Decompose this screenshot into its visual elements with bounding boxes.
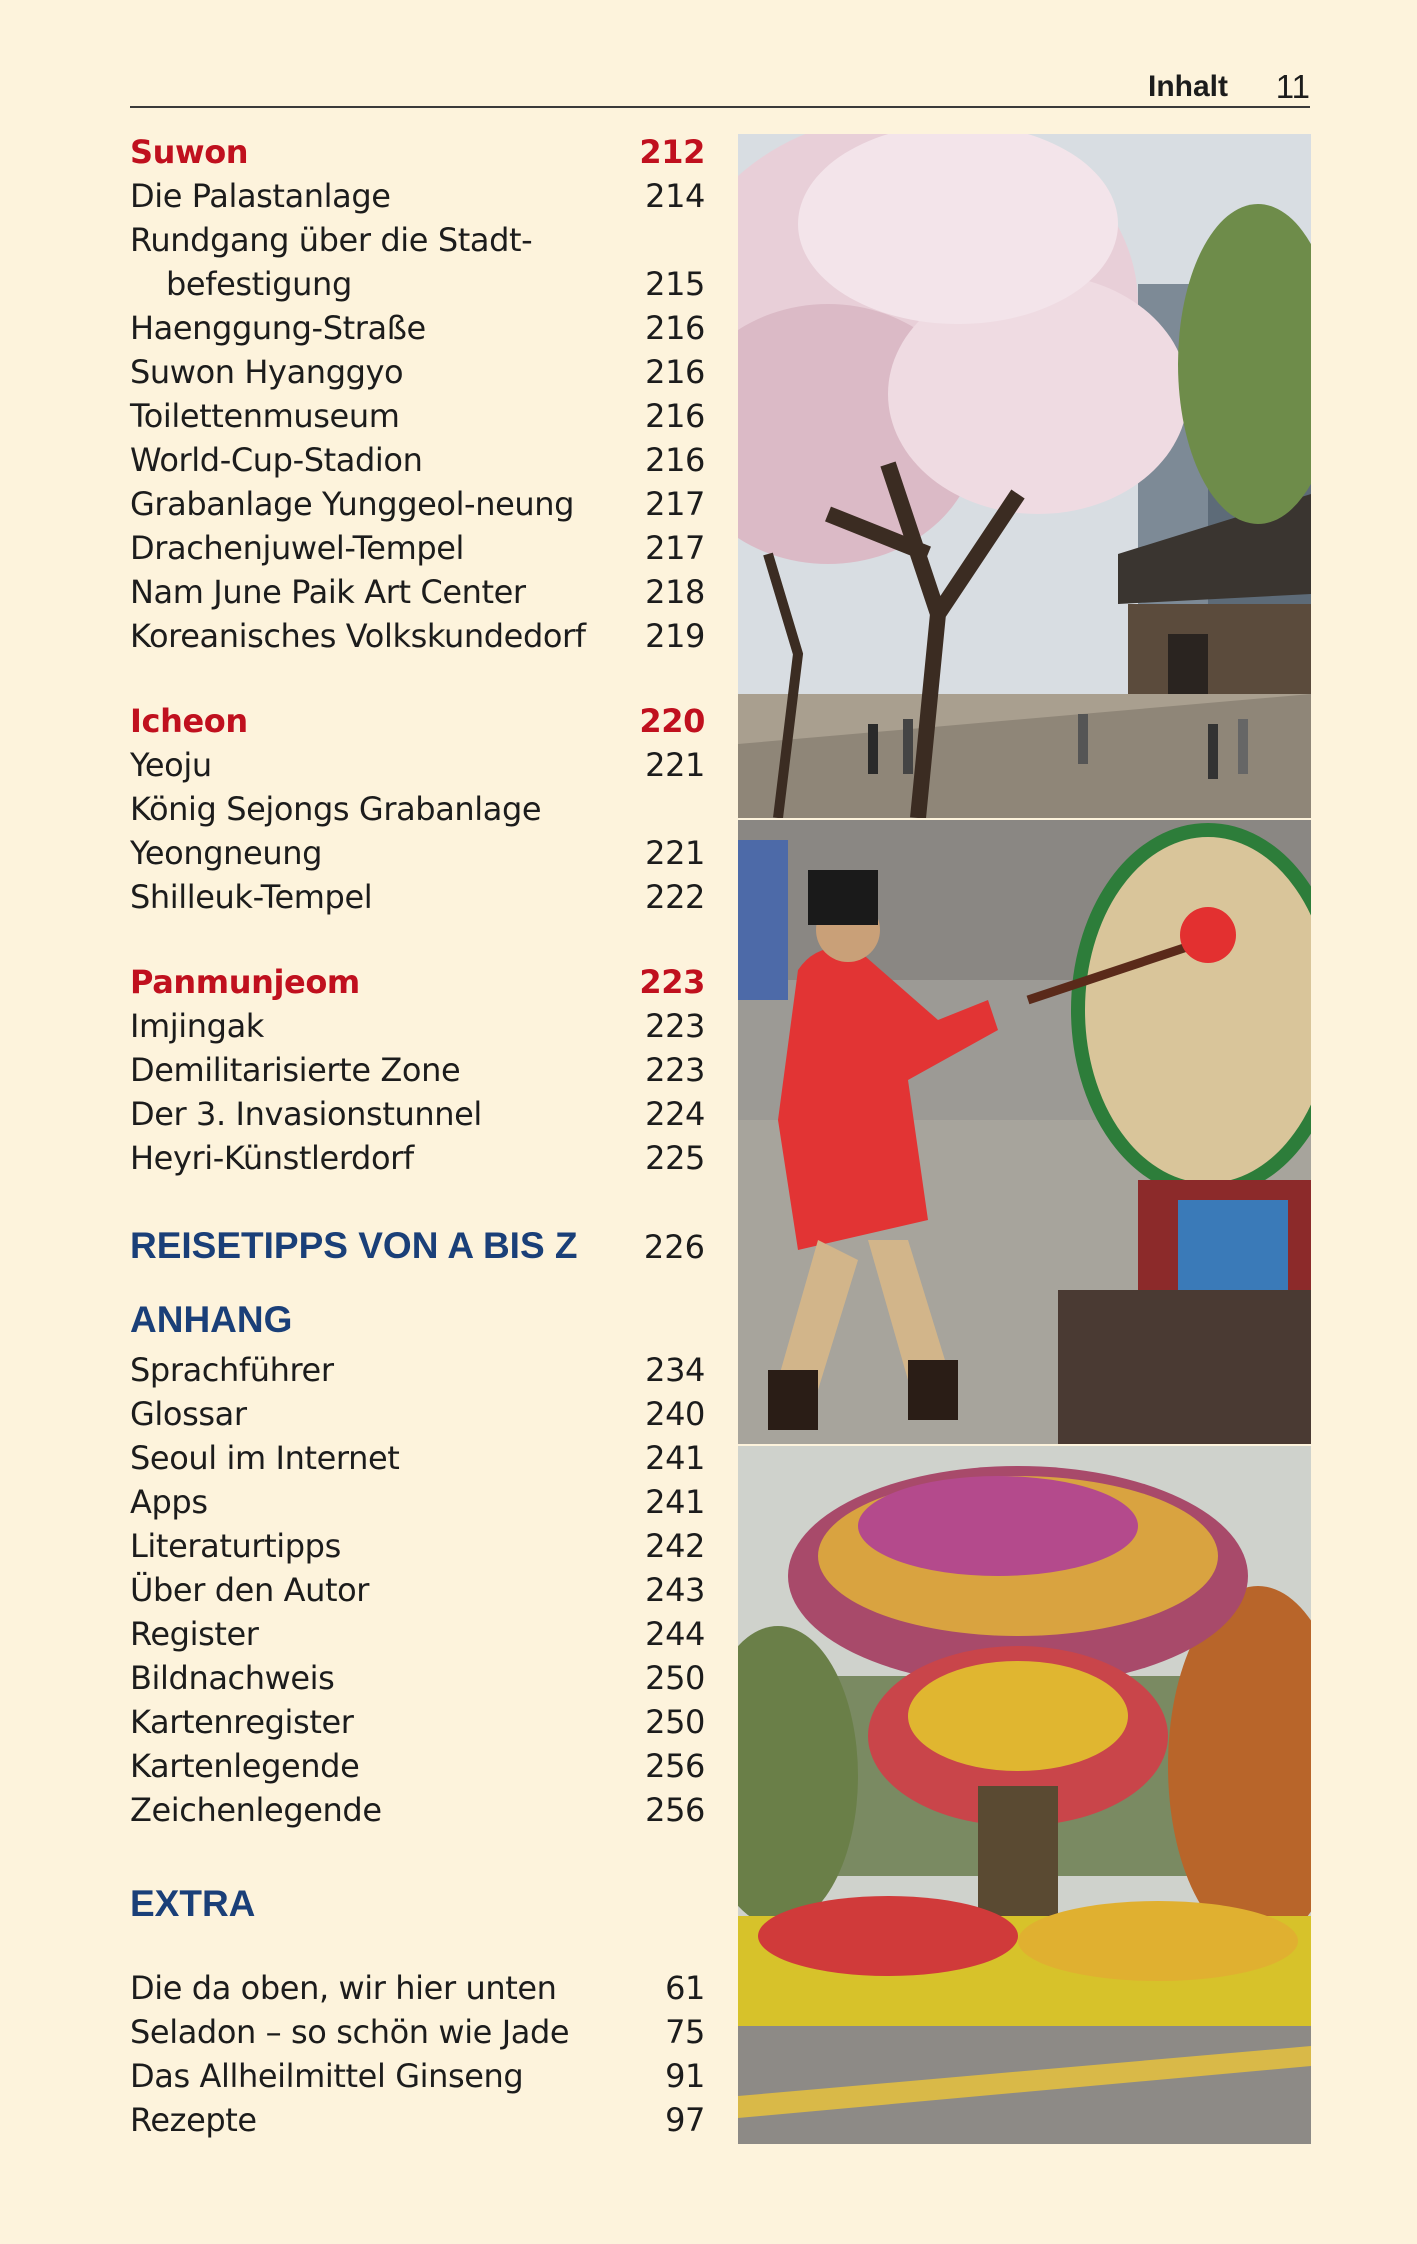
toc-entry[interactable] (130, 570, 705, 614)
toc-entry-page: 225 (645, 1139, 705, 1177)
toc-entry[interactable] (130, 787, 705, 831)
toc-entry[interactable] (130, 482, 705, 526)
running-header (130, 66, 1310, 108)
toc-entry-page: 244 (645, 1615, 705, 1653)
section-spacer (130, 1180, 705, 1218)
toc-entry-title: Die da oben, wir hier unten (130, 1969, 557, 2007)
toc-entry-title: Heyri-Künstlerdorf (130, 1139, 414, 1177)
toc-entry-continuation[interactable] (130, 262, 705, 306)
toc-entry-title: Grabanlage Yunggeol-neung (130, 485, 575, 523)
toc-heading-title: Panmunjeom (130, 963, 360, 1001)
toc-entry[interactable] (130, 1788, 705, 1832)
toc-entry-title: Seladon – so schön wie Jade (130, 2013, 570, 2051)
toc-entry-page: 61 (665, 1969, 705, 2007)
toc-entry-title: Kartenregister (130, 1703, 354, 1741)
toc-entry[interactable] (130, 526, 705, 570)
toc-entry-page: 219 (645, 617, 705, 655)
toc-entry-title: Demilitarisierte Zone (130, 1051, 461, 1089)
drum-ceremony-illustration (738, 820, 1311, 1444)
toc-entry-title: Yeoju (130, 746, 212, 784)
toc-entry[interactable] (130, 174, 705, 218)
section-spacer (130, 658, 705, 699)
toc-entry[interactable] (130, 306, 705, 350)
toc-entry-title: Koreanisches Volkskundedorf (130, 617, 586, 655)
toc-section-suwon (130, 130, 705, 658)
toc-entry-page: 215 (645, 265, 705, 303)
toc-entry-page: 216 (645, 309, 705, 347)
toc-entry-title: Imjingak (130, 1007, 264, 1045)
toc-entry[interactable] (130, 2098, 705, 2142)
toc-entry[interactable] (130, 1966, 705, 2010)
toc-heading-extra[interactable] (130, 1876, 705, 1932)
toc-entry-title: Yeongneung (130, 834, 323, 872)
toc-entry-title: Die Palastanlage (130, 177, 391, 215)
section-spacer (130, 919, 705, 960)
toc-heading-anhang[interactable] (130, 1292, 705, 1348)
toc-entry-page: 256 (645, 1791, 705, 1829)
toc-heading-page: 220 (639, 702, 705, 740)
table-of-contents (130, 130, 705, 2142)
photo-drum-ceremony (738, 820, 1311, 1444)
toc-entry-title: Shilleuk-Tempel (130, 878, 373, 916)
toc-entry[interactable] (130, 1744, 705, 1788)
toc-heading-reisetipps[interactable] (130, 1218, 705, 1274)
toc-heading-panmunjeom[interactable] (130, 960, 705, 1004)
toc-section-extra (130, 1876, 705, 2142)
toc-entry-page: 216 (645, 397, 705, 435)
toc-heading-page: 212 (639, 133, 705, 171)
toc-entry-page: 217 (645, 485, 705, 523)
page-number: 11 (1275, 68, 1310, 105)
toc-entry[interactable] (130, 1136, 705, 1180)
toc-entry-page: 218 (645, 573, 705, 611)
toc-entry-title: Drachenjuwel-Tempel (130, 529, 465, 567)
toc-entry[interactable] (130, 218, 705, 262)
toc-entry-title: Nam June Paik Art Center (130, 573, 526, 611)
toc-entry-page: 241 (645, 1483, 705, 1521)
toc-heading-page: 226 (643, 1228, 705, 1266)
toc-entry-title: Toilettenmuseum (130, 397, 400, 435)
toc-entry-title: befestigung (166, 265, 352, 303)
toc-section-anhang (130, 1292, 705, 1832)
toc-entry-title: Rezepte (130, 2101, 257, 2139)
toc-entry[interactable] (130, 1524, 705, 1568)
toc-entry-title: Sprachführer (130, 1351, 334, 1389)
section-spacer (130, 1832, 705, 1876)
toc-entry-page: 216 (645, 441, 705, 479)
section-spacer (130, 1274, 705, 1292)
toc-heading-title: Icheon (130, 702, 248, 740)
toc-entry-title: Zeichenlegende (130, 1791, 382, 1829)
flower-sculpture-illustration (738, 1446, 1311, 2144)
toc-entry[interactable] (130, 614, 705, 658)
toc-entry-page: 222 (645, 878, 705, 916)
toc-entry-page: 234 (645, 1351, 705, 1389)
toc-entry[interactable] (130, 875, 705, 919)
toc-entry-page: 217 (645, 529, 705, 567)
toc-entry-title: Bildnachweis (130, 1659, 335, 1697)
toc-entry-title: König Sejongs Grabanlage (130, 790, 542, 828)
toc-entry-title: Kartenlegende (130, 1747, 360, 1785)
photo-flower-sculpture (738, 1446, 1311, 2144)
toc-entry-page: 224 (645, 1095, 705, 1133)
toc-entry-page: 97 (665, 2101, 705, 2139)
toc-heading-title: REISETIPPS VON A BIS Z (130, 1225, 578, 1266)
toc-entry[interactable] (130, 1436, 705, 1480)
toc-entry-page: 223 (645, 1007, 705, 1045)
toc-section-icheon (130, 699, 705, 919)
toc-entry-page: 91 (665, 2057, 705, 2095)
toc-entry-page: 240 (645, 1395, 705, 1433)
toc-heading-suwon[interactable] (130, 130, 705, 174)
toc-entry[interactable] (130, 1348, 705, 1392)
toc-entry-title: Haenggung-Straße (130, 309, 426, 347)
toc-entry[interactable] (130, 1092, 705, 1136)
toc-entry-title: Apps (130, 1483, 208, 1521)
toc-entry-page: 242 (645, 1527, 705, 1565)
toc-entry-title: Suwon Hyanggyo (130, 353, 404, 391)
toc-entry-page: 250 (645, 1703, 705, 1741)
toc-entry-page: 256 (645, 1747, 705, 1785)
toc-entry[interactable] (130, 350, 705, 394)
toc-entry[interactable] (130, 831, 705, 875)
toc-entry-page: 223 (645, 1051, 705, 1089)
photo-cherry-blossom-palace (738, 134, 1311, 818)
toc-entry-page: 241 (645, 1439, 705, 1477)
toc-entry-title: Der 3. Invasionstunnel (130, 1095, 482, 1133)
toc-entry[interactable] (130, 1700, 705, 1744)
toc-entry[interactable] (130, 1480, 705, 1524)
toc-heading-title: EXTRA (130, 1883, 256, 1924)
toc-entry[interactable] (130, 1048, 705, 1092)
toc-entry[interactable] (130, 1392, 705, 1436)
toc-entry[interactable] (130, 394, 705, 438)
toc-entry-title: World-Cup-Stadion (130, 441, 423, 479)
toc-entry-title: Glossar (130, 1395, 247, 1433)
toc-entry[interactable] (130, 1656, 705, 1700)
toc-entry-page: 221 (645, 746, 705, 784)
toc-heading-page: 223 (639, 963, 705, 1001)
toc-entry-page: 216 (645, 353, 705, 391)
section-spacer (130, 1932, 705, 1966)
toc-entry-page: 221 (645, 834, 705, 872)
toc-entry-title: Literaturtipps (130, 1527, 341, 1565)
toc-entry-page: 243 (645, 1571, 705, 1609)
toc-entry-title: Rundgang über die Stadt- (130, 221, 533, 259)
toc-entry-page: 214 (645, 177, 705, 215)
toc-entry[interactable] (130, 743, 705, 787)
toc-entry-page: 75 (665, 2013, 705, 2051)
toc-section-panmunjeom (130, 960, 705, 1180)
toc-entry-page: 250 (645, 1659, 705, 1697)
toc-entry-title: Seoul im Internet (130, 1439, 400, 1477)
toc-heading-title: Suwon (130, 133, 249, 171)
toc-entry[interactable] (130, 2054, 705, 2098)
toc-entry-title: Das Allheilmittel Ginseng (130, 2057, 524, 2095)
toc-entry[interactable] (130, 1004, 705, 1048)
toc-entry[interactable] (130, 438, 705, 482)
toc-entry-title: Register (130, 1615, 259, 1653)
toc-entry-title: Über den Autor (130, 1571, 370, 1609)
toc-entry[interactable] (130, 2010, 705, 2054)
cherry-blossom-illustration (738, 134, 1311, 818)
toc-heading-title: ANHANG (130, 1299, 293, 1340)
toc-heading-icheon[interactable] (130, 699, 705, 743)
toc-entry[interactable] (130, 1568, 705, 1612)
running-title: Inhalt (1148, 70, 1228, 103)
toc-entry[interactable] (130, 1612, 705, 1656)
